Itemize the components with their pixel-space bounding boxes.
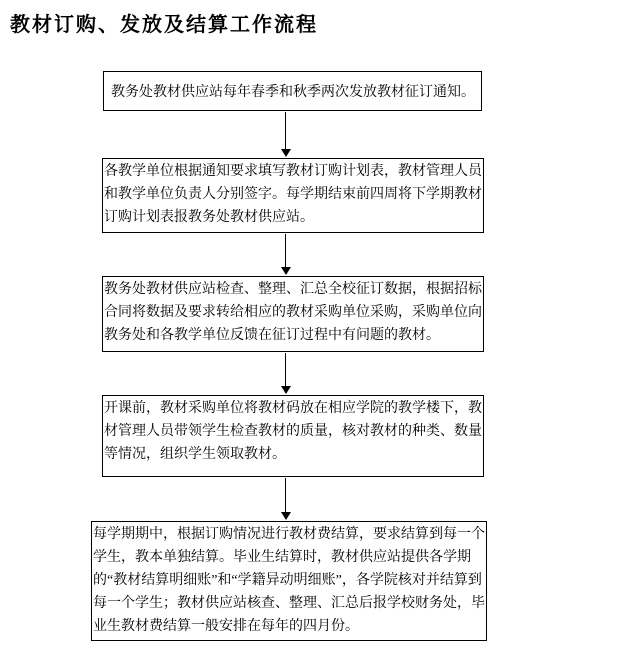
arrow-head [281, 386, 291, 394]
arrow-down-icon [280, 353, 291, 394]
arrow-head [281, 149, 291, 157]
flow-step-issue-notice: 教务处教材供应站每年春季和秋季两次发放教材征订通知。 [103, 71, 482, 111]
arrow-shaft [285, 112, 286, 149]
flow-step-distribute-textbooks: 开课前，教材采购单位将教材码放在相应学院的教学楼下，教材管理人员带领学生检查教材的质量，核对教材的种类、数量等情况，组织学生领取教材。 [102, 395, 484, 477]
arrow-shaft [285, 234, 286, 267]
arrow-head [281, 512, 291, 520]
arrow-head [281, 267, 291, 275]
arrow-down-icon [280, 112, 291, 157]
arrow-shaft [285, 353, 286, 386]
flow-step-collect-and-purchase: 教务处教材供应站检查、整理、汇总全校征订数据，根据招标合同将数据及要求转给相应的教材采购单位采购，采购单位向教务处和各教学单位反馈在征订过程中有问题的教材。 [102, 276, 484, 352]
arrow-down-icon [280, 234, 291, 275]
arrow-down-icon [280, 478, 291, 520]
flow-step-fill-order-plan: 各教学单位根据通知要求填写教材订购计划表，教材管理人员和教学单位负责人分别签字。每学期结束前四周将下学期教材订购计划表报教务处教材供应站。 [102, 158, 484, 233]
page-title: 教材订购、发放及结算工作流程 [10, 14, 318, 36]
arrow-shaft [285, 478, 286, 512]
flow-step-fee-settlement: 每学期期中，根据订购情况进行教材费结算，要求结算到每一个学生，教本单独结算。毕业生结算时，教材供应站提供各学期的“教材结算明细账”和“学籍异动明细账”，各学院核对并结算到每一个学生；教材供应站核查、整理、汇总后报学校财务处，毕业生教材费结算一般安排在每年的四月份。 [91, 521, 487, 641]
